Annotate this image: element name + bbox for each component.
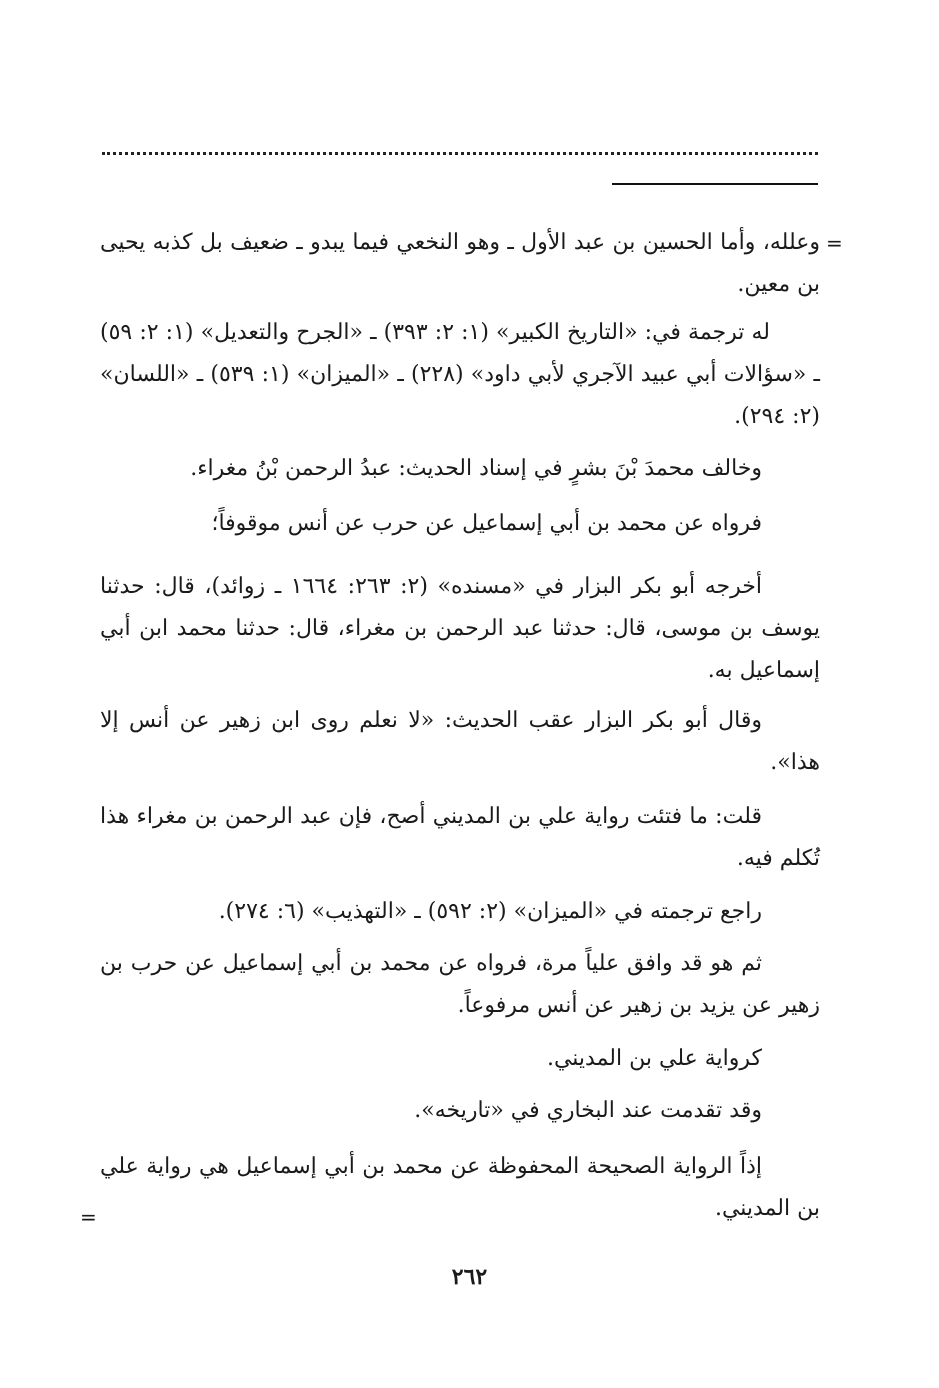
end-mark: =	[80, 1205, 97, 1229]
paragraph-5: أخرجه أبو بكر البزار في «مسنده» (٢: ٢٦٣: ١٦٦٤ ـ زوائد)، قال: حدثنا يوسف بن موسى، قال: حدثنا عبد الرحمن بن مغراء، قال: حدثنا محمد ابن أبي إسماعيل به.	[100, 574, 820, 683]
page-number: ٢٦٢	[451, 1264, 488, 1290]
paragraph-7: قلت: ما فتئت رواية علي بن المديني أصح، فإن عبد الرحمن بن مغراء هذا تُكلم فيه.	[100, 804, 820, 871]
paragraph-8: راجع ترجمته في «الميزان» (٢: ٥٩٢) ـ «التهذيب» (٦: ٢٧٤).	[218, 899, 762, 924]
paragraph-12: إذاً الرواية الصحيحة المحفوظة عن محمد بن أبي إسماعيل هي رواية علي بن المديني.	[100, 1154, 820, 1221]
continuation-mark: =	[826, 231, 843, 255]
paragraph-2: له ترجمة في: «التاريخ الكبير» (١: ٢: ٣٩٣) ـ «الجرح والتعديل» (١: ٢: ٥٩) ـ «سؤالات أبي عبيد الآجري لأبي داود» (٢٢٨) ـ «الميزان» (١: ٥٣٩) ـ «اللسان» (٢: ٢٩٤).	[100, 320, 821, 429]
paragraph-10: كرواية علي بن المديني.	[546, 1046, 762, 1071]
footnote-rule	[612, 183, 818, 185]
paragraph-3: وخالف محمدَ بْنَ بشرٍ في إسناد الحديث: عبدُ الرحمن بْنُ مغراء.	[190, 456, 762, 481]
paragraph-1: وعلله، وأما الحسين بن عبد الأول ـ وهو النخعي فيما يبدو ـ ضعيف بل كذبه يحيى بن معين.	[100, 230, 820, 297]
paragraph-9: ثم هو قد وافق علياً مرة، فرواه عن محمد بن أبي إسماعيل عن حرب بن زهير عن يزيد بن زهير عن أنس مرفوعاً.	[100, 951, 820, 1018]
paragraph-6: وقال أبو بكر البزار عقب الحديث: «لا نعلم روى ابن زهير عن أنس إلا هذا».	[100, 708, 820, 775]
dotted-separator	[102, 152, 818, 155]
paragraph-11: وقد تقدمت عند البخاري في «تاريخه».	[414, 1098, 762, 1123]
paragraph-4: فرواه عن محمد بن أبي إسماعيل عن حرب عن أنس موقوفاً؛	[211, 511, 762, 536]
